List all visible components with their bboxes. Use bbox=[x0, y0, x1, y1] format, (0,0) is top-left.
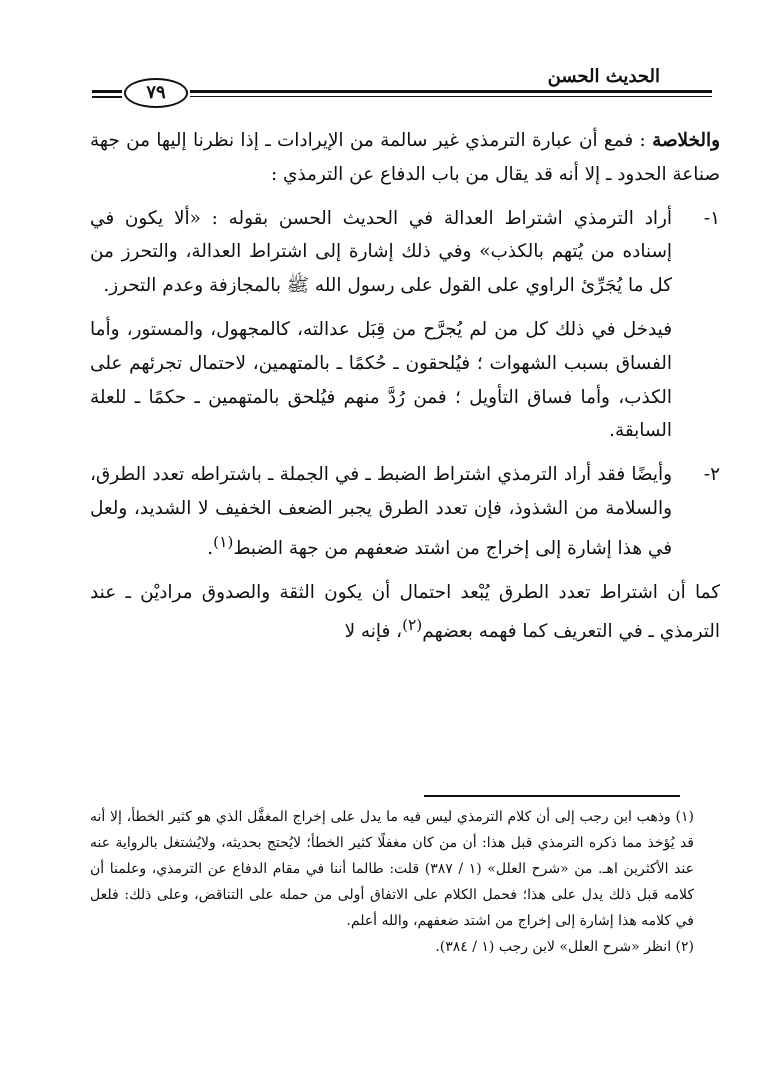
list-item-2-number: ٢- bbox=[703, 464, 720, 486]
main-text bbox=[90, 124, 720, 649]
footnote-2: (٢) انظر «شرح العلل» لابن رجب (١ / ٣٨٤). bbox=[435, 939, 694, 955]
page-header bbox=[0, 0, 764, 120]
list-item-2-end: . bbox=[207, 537, 214, 559]
closing-paragraph bbox=[90, 576, 720, 650]
footnote-ref-1[interactable]: (١) bbox=[213, 532, 234, 551]
list-item-2 bbox=[90, 458, 720, 566]
summary-paragraph bbox=[90, 124, 720, 192]
page-number: ٧٩ bbox=[124, 78, 188, 108]
footnote-ref-2[interactable]: (٢) bbox=[402, 616, 423, 635]
closing-text-a: كما أن اشتراط تعدد الطرق يُبْعد احتمال أن يكون الثقة والصدوق مراديْن ـ عند الترمذي ـ في التعريف كما فهمه بعضهم bbox=[90, 581, 720, 643]
summary-label: والخلاصة bbox=[652, 130, 720, 151]
header-rule-thin bbox=[190, 96, 712, 97]
list-item-1-number: ١- bbox=[703, 207, 720, 229]
footnotes bbox=[90, 804, 720, 960]
list-item-1 bbox=[90, 202, 720, 303]
closing-text-b: ، فإنه لا bbox=[344, 621, 403, 643]
header-rule-thick bbox=[190, 90, 712, 93]
list-item-2-text: وأيضًا فقد أراد الترمذي اشتراط الضبط ـ في الجملة ـ باشتراطه تعدد الطرق، والسلامة من الشذوذ، فإن تعدد الطرق يجبر الضعف الخفيف لا الشديد، ولعل في هذا إشارة إلى إخراج من اشتد ضعفهم من جهة الضبط bbox=[90, 464, 672, 559]
footnote-1: (١) وذهب ابن رجب إلى أن كلام الترمذي ليس فيه ما يدل على إخراج المغفَّل الذي هو كثير الخطأ، إلا أنه قد يُؤخذ مما ذكره الترمذي قبل هذا: أن من كان مغفلًا كثير الخطأ؛ لايُحتج بحديثه، ولايُشتغل بالرواية عنه عند الأكثرين اهـ. من «شرح العلل» (١ / ٣٨٧) قلت: طالما أننا في مقام الدفاع عن الترمذي، وعلمنا أن كلامه قبل ذلك يدل على هذا؛ فحمل الكلام على الاتفاق أولى من حمله على التناقض، وعلى ذلك: فلعل في كلامه هذا إشارة إلى إخراج من اشتد ضعفهم، والله أعلم. bbox=[90, 809, 694, 929]
list-item-1-continuation: فيدخل في ذلك كل من لم يُجرَّح من قِبَل عدالته، كالمجهول، والمستور، وأما الفساق بسبب الشهوات ؛ فيُلحقون ـ حُكمًا ـ بالمتهمين، لاحتمال تجرئهم على الكذب، وأما فساق التأويل ؛ فمن رُدَّ منهم فيُلحق بالمتهمين ـ حكمًا ـ للعلة السابقة. bbox=[90, 318, 672, 442]
footnote-separator bbox=[424, 795, 680, 797]
summary-text: : فمع أن عبارة الترمذي غير سالمة من الإيرادات ـ إذا نظرنا إليها من جهة صناعة الحدود ـ إلا أنه قد يقال من باب الدفاع عن الترمذي : bbox=[90, 130, 720, 185]
running-title: الحديث الحسن bbox=[547, 66, 660, 87]
list-item-1-text: أراد الترمذي اشتراط العدالة في الحديث الحسن بقوله : «ألا يكون في إسناده من يُتهم بالكذب» وفي ذلك إشارة إلى اشتراط العدالة، والتحرز من كل ما يُجَرِّئ الراوي على القول على رسول الله ﷺ بالمجازفة وعدم التحرز. bbox=[90, 207, 672, 297]
header-rule-left-thin bbox=[92, 96, 122, 98]
header-rule-left-thick bbox=[92, 90, 122, 93]
